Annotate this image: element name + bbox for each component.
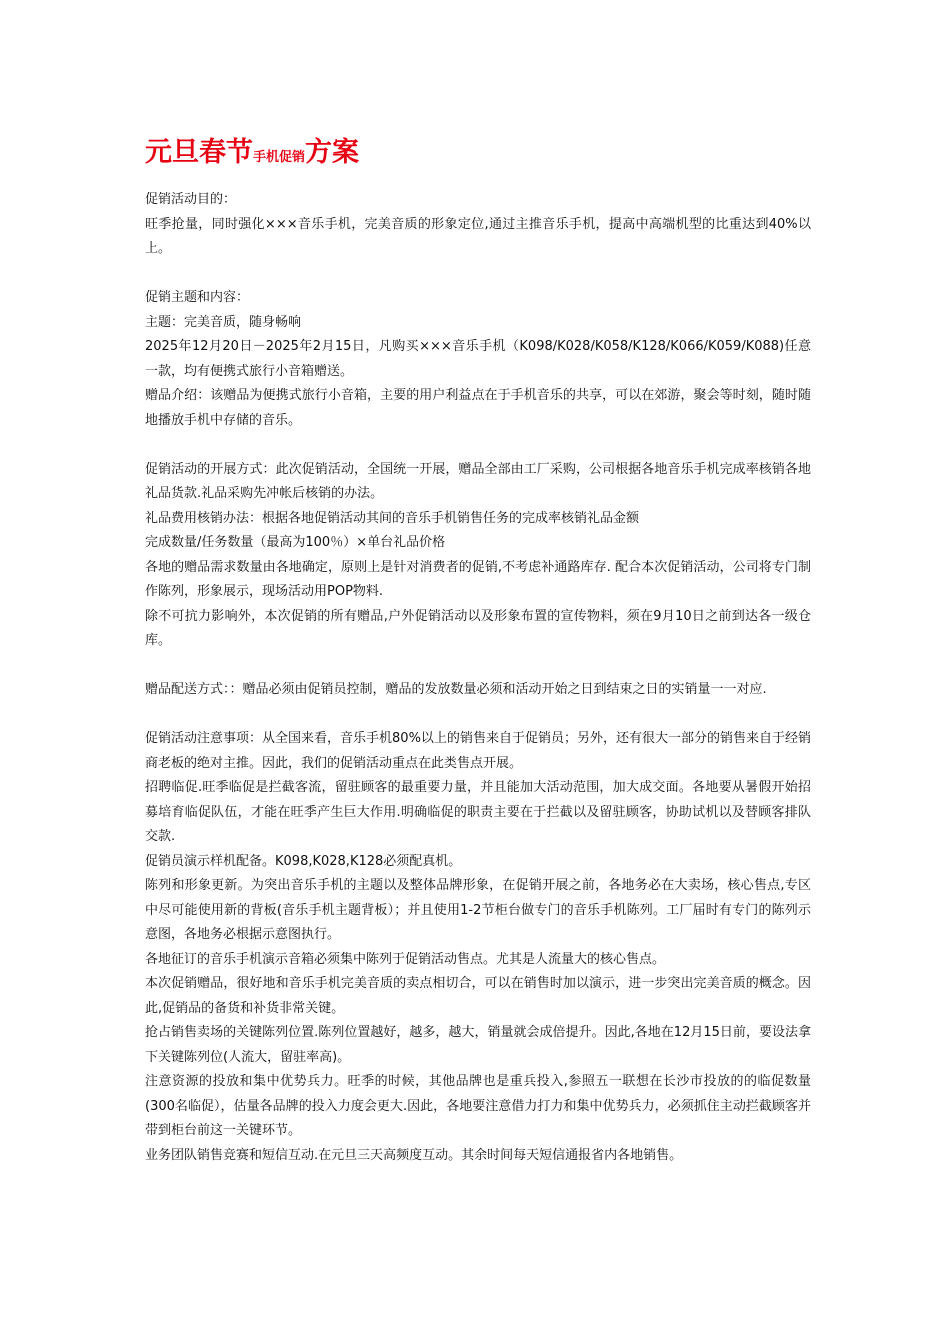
paragraph-theme: 主题：完美音质，随身畅响 — [145, 314, 302, 330]
section-heading-theme: 促销主题和内容： — [145, 290, 250, 305]
blank-line — [145, 654, 811, 679]
paragraph-temp-promoters: 招聘临促.旺季临促是拦截客流，留驻顾客的最重要力量，并且能加大活动范围，加大成交面。各地要从暑假开始招募培育临促队伍，才能在旺季产生巨大作用.明确临促的职责主要在于拦截以及留驻顾客，协助试机以及替顾客排队交款. — [145, 780, 811, 844]
paragraph-delivery-deadline: 除不可抗力影响外，本次促销的所有赠品,户外促销活动以及形象布置的宣传物料，须在9月10日之前到达各一级仓库。 — [145, 608, 811, 648]
paragraph-sales-competition: 业务团队销售竞赛和短信互动.在元旦三天高频度互动。其余时间每天短信通报省内各地销售。 — [145, 1147, 683, 1163]
blank-line — [145, 433, 811, 458]
paragraph-display-update: 陈列和形象更新。为突出音乐手机的主题以及整体品牌形象，在促销开展之前，各地务必在大卖场，核心售点,专区中尽可能使用新的背板(音乐手机主题背板）；并且使用1-2节柜台做专门的音乐手机陈列。工厂届时有专门的陈列示意图，各地务必根据示意图执行。 — [145, 878, 811, 942]
paragraph-gift-demand: 各地的赠品需求数量由各地确定，原则上是针对消费者的促销,不考虑补通路库存. 配合本次促销活动，公司将专门制作陈列，形象展示，现场活动用POP物料. — [145, 559, 811, 599]
paragraph-resource-focus: 注意资源的投放和集中优势兵力。旺季的时候，其他品牌也是重兵投入,参照五一联想在长沙市投放的的临促数量(300名临促），估量各品牌的投入力度会更大.因此，各地要注意借力打力和集中优势兵力，必须抓住主动拦截顾客并带到柜台前这一关键环节。 — [145, 1074, 811, 1138]
section-heading-purpose: 促销活动目的： — [145, 192, 237, 207]
document-title — [145, 130, 811, 178]
title-part-2: 手机促销 — [253, 150, 306, 165]
paragraph-method: 促销活动的开展方式：此次促销活动，全国统一开展，赠品全部由工厂采购，公司根据各地音乐手机完成率核销各地礼品货款.礼品采购先冲帐后核销的办法。 — [145, 461, 811, 501]
paragraph-gift-intro: 赠品介绍：该赠品为便携式旅行小音箱，主要的用户利益点在于手机音乐的共享，可以在郊游，聚会等时刻，随时随地播放手机中存储的音乐。 — [145, 388, 811, 428]
title-part-3: 方案 — [305, 137, 360, 168]
paragraph-notes: 促销活动注意事项：从全国来看，音乐手机80%以上的销售来自于促销员；另外，还有很大一部分的销售来自于经销商老板的绝对主推。因此，我们的促销活动重点在此类售点开展。 — [145, 731, 811, 771]
paragraph-display-position: 抢占销售卖场的关键陈列位置.陈列位置越好，越多，越大，销量就会成倍提升。因此,各地在12月15日前，要设法拿下关键陈列位(人流大，留驻率高)。 — [145, 1025, 811, 1065]
paragraph-promotion-period: 2025年12月20日－2025年2月15日，凡购买×××音乐手机（K098/K028/K058/K128/K066/K059/K088)任意一款，均有便携式旅行小音箱赠送。 — [145, 339, 811, 379]
document-page — [145, 130, 811, 1168]
paragraph-gift-stock: 本次促销赠品，很好地和音乐手机完美音质的卖点相切合，可以在销售时加以演示，进一步突出完美音质的概念。因此,促销品的备货和补货非常关键。 — [145, 976, 811, 1016]
paragraph-demo-speakers: 各地征订的音乐手机演示音箱必须集中陈列于促销活动售点。尤其是人流量大的核心售点。 — [145, 951, 666, 967]
title-part-1: 元旦春节 — [145, 137, 253, 168]
blank-line — [145, 703, 811, 728]
paragraph-formula: 完成数量/任务数量（最高为100％）×单台礼品价格 — [145, 535, 446, 550]
paragraph-demo-phones: 促销员演示样机配备。K098,K028,K128必须配真机。 — [145, 853, 462, 869]
paragraph-cost-verification: 礼品费用核销办法：根据各地促销活动其间的音乐手机销售任务的完成率核销礼品金额 — [145, 510, 640, 526]
blank-line — [145, 262, 811, 287]
paragraph-gift-distribution: 赠品配送方式：：赠品必须由促销员控制，赠品的发放数量必须和活动开始之日到结束之日的实销量一一对应. — [145, 682, 767, 697]
paragraph-purpose: 旺季抢量，同时强化×××音乐手机，完美音质的形象定位,通过主推音乐手机，提高中高端机型的比重达到40%以上。 — [145, 216, 811, 256]
